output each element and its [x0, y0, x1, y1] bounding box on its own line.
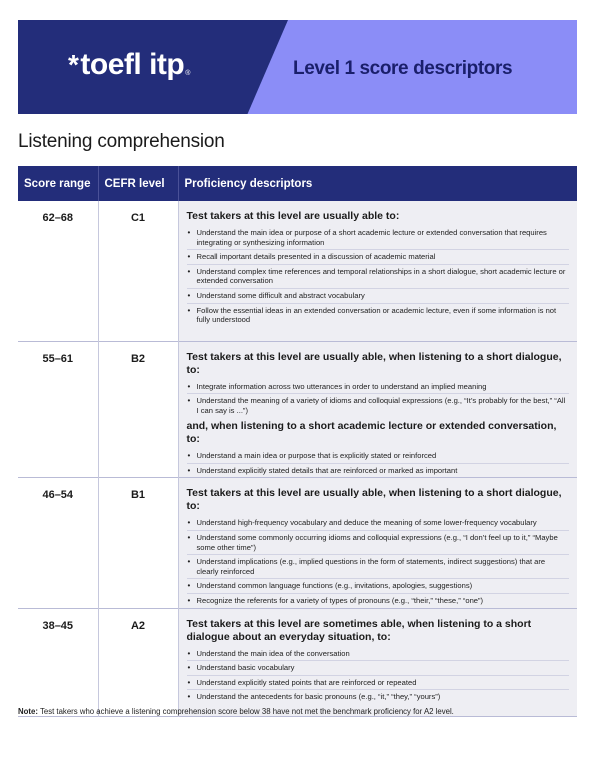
- table-row: [18, 201, 577, 341]
- page-title: Level 1 score descriptors: [293, 58, 513, 79]
- list-item: • Understand implications (e.g., implied questions in the form of statements, indirect suggestions) that are clearly reinforced: [187, 555, 570, 579]
- footnote-text: Test takers who achieve a listening comprehension score below 38 have not met the benchmark proficiency for A2 level.: [37, 707, 454, 716]
- descriptor-list: [187, 380, 570, 418]
- cefr-level-cell: B2: [98, 341, 178, 478]
- list-item: • Recall important details presented in a discussion of academic material: [187, 250, 570, 265]
- logo-text: toefl itp: [80, 48, 185, 81]
- descriptor-lead: Test takers at this level are usually able to:: [186, 210, 400, 222]
- descriptor-table: [18, 166, 577, 717]
- list-item: • Understand high-frequency vocabulary and deduce the meaning of some lower-frequency vocabulary: [187, 516, 570, 531]
- list-item: • Integrate information across two utterances in order to understand an implied meaning: [187, 380, 570, 395]
- descriptor-list: [187, 226, 570, 327]
- score-range-cell: 55–61: [18, 341, 98, 478]
- score-range-cell: 38–45: [18, 608, 98, 716]
- header-banner: [18, 20, 577, 114]
- descriptor-cell: [178, 201, 577, 341]
- footnote: [18, 707, 454, 716]
- descriptor-lead: Test takers at this level are usually able, when listening to a short dialogue, to:: [186, 487, 562, 513]
- list-item: • Understand the antecedents for basic pronouns (e.g., “it,” “they,” “yours”): [187, 690, 570, 704]
- list-item: • Understand complex time references and temporal relationships in a short dialogue, short academic lecture or extended conversation: [187, 265, 570, 289]
- descriptor-list: [187, 516, 570, 607]
- descriptor-list: [187, 647, 570, 704]
- list-item: • Understand the meaning of a variety of idioms and colloquial expressions (e.g., “It’s probably for the best,” “All I can say is ...”): [187, 394, 570, 417]
- descriptor-cell: [178, 478, 577, 608]
- list-item: • Understand a main idea or purpose that is explicitly stated or reinforced: [187, 449, 570, 464]
- score-range-cell: 46–54: [18, 478, 98, 608]
- table-row: [18, 341, 577, 478]
- score-range-cell: 62–68: [18, 201, 98, 341]
- table-row: [18, 608, 577, 716]
- list-item: • Understand some difficult and abstract vocabulary: [187, 289, 570, 304]
- cefr-level-cell: A2: [98, 608, 178, 716]
- header-proficiency-descriptors: Proficiency descriptors: [178, 166, 577, 201]
- section-title: Listening comprehension: [18, 131, 225, 152]
- descriptor-lead-secondary: and, when listening to a short academic lecture or extended conversation, to:: [186, 420, 557, 446]
- list-item: • Understand basic vocabulary: [187, 661, 570, 676]
- descriptor-cell: [178, 341, 577, 478]
- list-item: • Follow the essential ideas in an extended conversation or academic lecture, even if some information is not fully understood: [187, 304, 570, 327]
- header-cefr-level: CEFR level: [98, 166, 178, 201]
- toefl-itp-logo: [68, 48, 190, 82]
- cefr-level-cell: B1: [98, 478, 178, 608]
- logo-star: *: [68, 49, 79, 80]
- footnote-label: Note:: [18, 707, 38, 716]
- header-score-range: Score range: [18, 166, 98, 201]
- list-item: • Understand the main idea of the conversation: [187, 647, 570, 662]
- descriptor-list-secondary: [187, 449, 570, 477]
- descriptor-lead: Test takers at this level are usually able, when listening to a short dialogue, to:: [186, 350, 562, 376]
- cefr-level-cell: C1: [98, 201, 178, 341]
- list-item: • Understand the main idea or purpose of a short academic lecture or extended conversation that requires integrating or synthesizing information: [187, 226, 570, 250]
- list-item: • Understand some commonly occurring idioms and colloquial expressions (e.g., “I don’t feel up to it,” “Maybe some other time”): [187, 531, 570, 555]
- list-item: • Understand explicitly stated points that are reinforced or repeated: [187, 676, 570, 691]
- list-item: • Understand common language functions (e.g., invitations, apologies, suggestions): [187, 579, 570, 594]
- list-item: • Recognize the referents for a variety of types of pronouns (e.g., “their,” “these,” “one”): [187, 594, 570, 608]
- descriptor-lead: Test takers at this level are sometimes able, when listening to a short dialogue about an everyday situation, to:: [186, 617, 532, 643]
- logo-trademark: ®: [185, 70, 190, 77]
- table-header-row: [18, 166, 577, 201]
- list-item: • Understand explicitly stated details that are reinforced or marked as important: [187, 464, 570, 478]
- descriptor-cell: [178, 608, 577, 716]
- table-row: [18, 478, 577, 608]
